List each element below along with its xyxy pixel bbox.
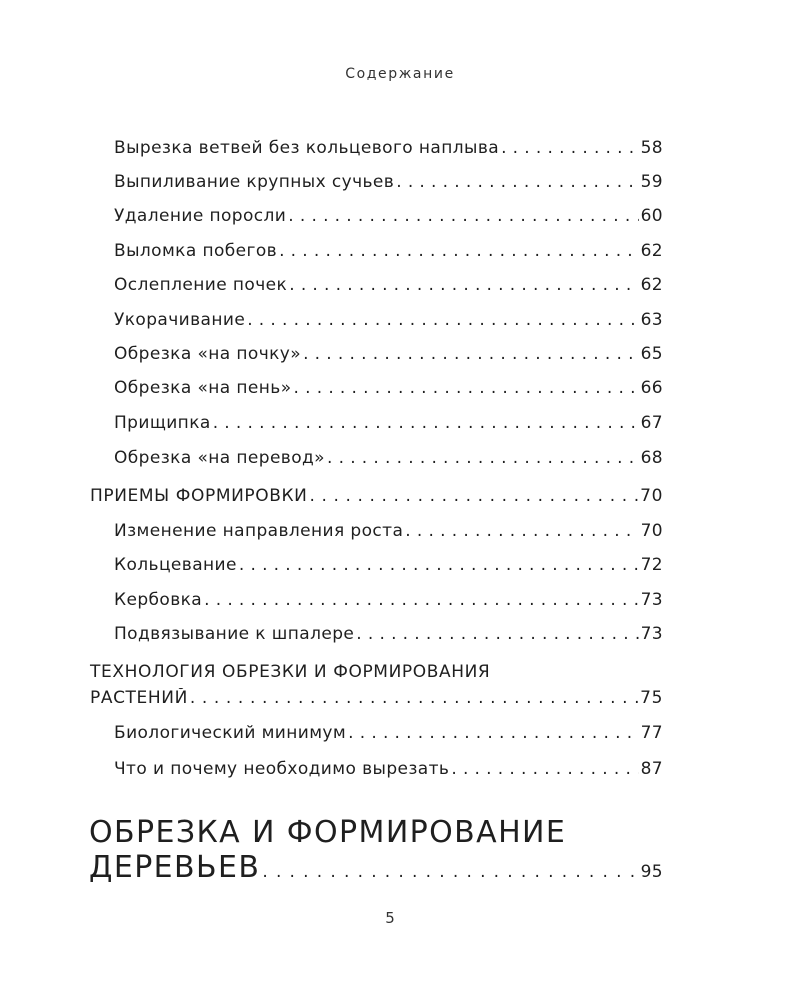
toc-entry-page: 72 bbox=[640, 555, 663, 575]
toc-entry[interactable] bbox=[114, 555, 663, 575]
toc-section-page: 75 bbox=[640, 688, 663, 708]
toc-entry[interactable] bbox=[114, 378, 663, 398]
toc-entry-page: 70 bbox=[640, 521, 663, 541]
toc-entry-label: Кербовка bbox=[114, 590, 203, 610]
toc-entry-page: 66 bbox=[640, 378, 663, 398]
toc-entry-page: 58 bbox=[640, 138, 663, 158]
dot-leader bbox=[348, 723, 638, 743]
toc-entry-page: 59 bbox=[640, 172, 663, 192]
dot-leader bbox=[288, 206, 638, 226]
toc-chapter-page: 95 bbox=[640, 862, 663, 882]
toc-entry-label: Обрезка «на перевод» bbox=[114, 448, 325, 468]
toc-entry[interactable] bbox=[114, 413, 663, 433]
toc-entry[interactable] bbox=[114, 241, 663, 261]
toc-entry-label: Обрезка «на пень» bbox=[114, 378, 292, 398]
toc-entry-page: 65 bbox=[640, 344, 663, 364]
toc-entry-label: Выпиливание крупных сучьев bbox=[114, 172, 395, 192]
dot-leader bbox=[190, 688, 638, 708]
toc-entry-page: 87 bbox=[640, 759, 663, 779]
toc-entry-page: 62 bbox=[640, 275, 663, 295]
dot-leader bbox=[451, 759, 638, 779]
toc-entry[interactable] bbox=[114, 759, 663, 779]
dot-leader bbox=[279, 241, 638, 261]
dot-leader bbox=[289, 275, 638, 295]
dot-leader bbox=[327, 448, 639, 468]
toc-entry[interactable] bbox=[114, 344, 663, 364]
toc-section-label: РАСТЕНИЙ bbox=[90, 688, 188, 708]
toc-entry-page: 77 bbox=[640, 723, 663, 743]
toc-entry-label: Укорачивание bbox=[114, 310, 246, 330]
toc-entry-page: 60 bbox=[640, 206, 663, 226]
toc-section-title-line1[interactable]: ТЕХНОЛОГИЯ ОБРЕЗКИ И ФОРМИРОВАНИЯ bbox=[90, 662, 491, 682]
toc-entry-page: 62 bbox=[640, 241, 663, 261]
toc-entry[interactable] bbox=[114, 624, 663, 644]
toc-entry-page: 68 bbox=[640, 448, 663, 468]
toc-entry[interactable] bbox=[114, 275, 663, 295]
toc-entry-page: 67 bbox=[640, 413, 663, 433]
toc-entry-label: Что и почему необходимо вырезать bbox=[114, 759, 450, 779]
page-number: 5 bbox=[385, 909, 395, 927]
dot-leader bbox=[213, 413, 639, 433]
toc-entry-label: Прищипка bbox=[114, 413, 211, 433]
dot-leader bbox=[294, 378, 639, 398]
toc-entry[interactable] bbox=[114, 723, 663, 743]
toc-entry[interactable] bbox=[114, 206, 663, 226]
toc-entry[interactable] bbox=[114, 590, 663, 610]
toc-entry-label: Биологический минимум bbox=[114, 723, 347, 743]
running-header: Содержание bbox=[345, 66, 455, 82]
dot-leader bbox=[310, 486, 639, 506]
toc-entry-label: Ослепление почек bbox=[114, 275, 288, 295]
dot-leader bbox=[247, 310, 638, 330]
toc-chapter-entry[interactable] bbox=[89, 850, 663, 885]
toc-entry-label: Обрезка «на почку» bbox=[114, 344, 302, 364]
toc-entry[interactable] bbox=[114, 172, 663, 192]
toc-entry-label: Кольцевание bbox=[114, 555, 237, 575]
dot-leader bbox=[356, 624, 638, 644]
toc-entry-label: Изменение направления роста bbox=[114, 521, 404, 541]
toc-entry-label: Подвязывание к шпалере bbox=[114, 624, 355, 644]
chapter-title-line1[interactable]: ОБРЕЗКА И ФОРМИРОВАНИЕ bbox=[89, 815, 567, 850]
toc-section-label: ПРИЕМЫ ФОРМИРОВКИ bbox=[90, 486, 308, 506]
toc-entry[interactable] bbox=[114, 310, 663, 330]
dot-leader bbox=[405, 521, 638, 541]
toc-entry[interactable] bbox=[114, 448, 663, 468]
toc-entry-label: Вырезка ветвей без кольцевого наплыва bbox=[114, 138, 500, 158]
dot-leader bbox=[303, 344, 638, 364]
dot-leader bbox=[239, 555, 639, 575]
toc-entry-label: Выломка побегов bbox=[114, 241, 278, 261]
dot-leader bbox=[262, 862, 638, 882]
toc-entry-page: 73 bbox=[640, 624, 663, 644]
chapter-title-line2: ДЕРЕВЬЕВ bbox=[89, 850, 261, 885]
dot-leader bbox=[501, 138, 638, 158]
toc-entry[interactable] bbox=[114, 138, 663, 158]
toc-section-entry[interactable] bbox=[90, 688, 663, 708]
toc-entry[interactable] bbox=[114, 521, 663, 541]
dot-leader bbox=[396, 172, 638, 192]
toc-entry-label: Удаление поросли bbox=[114, 206, 287, 226]
toc-entry-page: 63 bbox=[640, 310, 663, 330]
toc-entry-page: 73 bbox=[640, 590, 663, 610]
dot-leader bbox=[204, 590, 638, 610]
toc-section-page: 70 bbox=[640, 486, 663, 506]
toc-section-entry[interactable] bbox=[90, 486, 663, 506]
